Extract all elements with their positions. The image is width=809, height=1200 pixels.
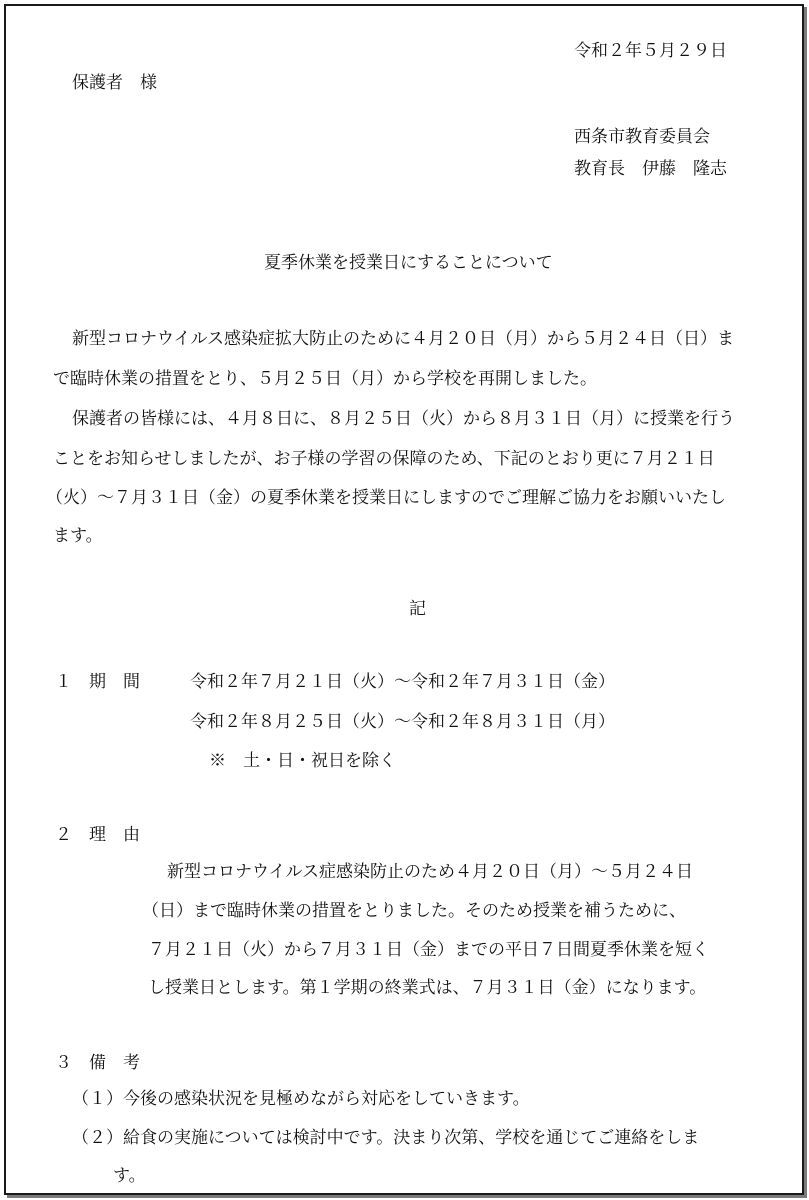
intro-line: （火）～７月３１日（金）の夏季休業を授業日にしますのでご理解ご協力をお願いいたし	[46, 488, 726, 508]
sender-name: 教育長 伊藤 隆志	[574, 159, 727, 179]
sender-org: 西条市教育委員会	[574, 127, 710, 147]
remark-item: （２）給食の実施については検討中です。決まり次第、学校を通じてご連絡をしま	[72, 1128, 700, 1148]
notice-date: 令和２年５月２９日	[574, 41, 727, 61]
reason-line: 新型コロナウイルス症感染防止のため４月２０日（月）～５月２４日	[167, 862, 693, 882]
intro-line: 保護者の皆様には、４月８日に、８月２５日（火）から８月３１日（月）に授業を行う	[72, 409, 735, 429]
notice-page	[4, 4, 804, 1195]
intro-line: ます。	[53, 526, 103, 546]
remark-item: （１）今後の感染状況を見極めながら対応をしていきます。	[72, 1089, 530, 1109]
notice-title: 夏季休業を授業日にすることについて	[264, 253, 553, 273]
recipient: 保護者 様	[72, 73, 157, 93]
remark-continuation: す。	[113, 1166, 146, 1186]
reason-line: （日）まで臨時休業の措置をとりました。そのため授業を補うために、	[142, 901, 686, 921]
reason-line: ７月２１日（火）から７月３１日（金）までの平日７日間夏季休業を短く	[148, 940, 709, 960]
section3-heading: ３ 備 考	[55, 1053, 140, 1073]
ki-heading: 記	[409, 599, 426, 619]
period-line: 令和２年８月２５日（火）～令和２年８月３１日（月）	[190, 712, 615, 732]
section2-heading: ２ 理 由	[55, 825, 140, 845]
reason-line: し授業日とします。第１学期の終業式は、７月３１日（金）になります。	[148, 978, 707, 998]
intro-line: 新型コロナウイルス感染症拡大防止のために４月２０日（月）から５月２４日（日）ま	[72, 329, 734, 349]
intro-line: ことをお知らせしましたが、お子様の学習の保障のため、下記のとおり更に７月２１日	[53, 449, 715, 469]
period-note: ※ 土・日・祝日を除く	[209, 751, 396, 771]
section1-heading: １ 期 間	[55, 672, 140, 692]
intro-line: で臨時休業の措置をとり、５月２５日（月）から学校を再開しました。	[53, 369, 597, 389]
period-line: 令和２年７月２１日（火）～令和２年７月３１日（金）	[190, 672, 615, 692]
